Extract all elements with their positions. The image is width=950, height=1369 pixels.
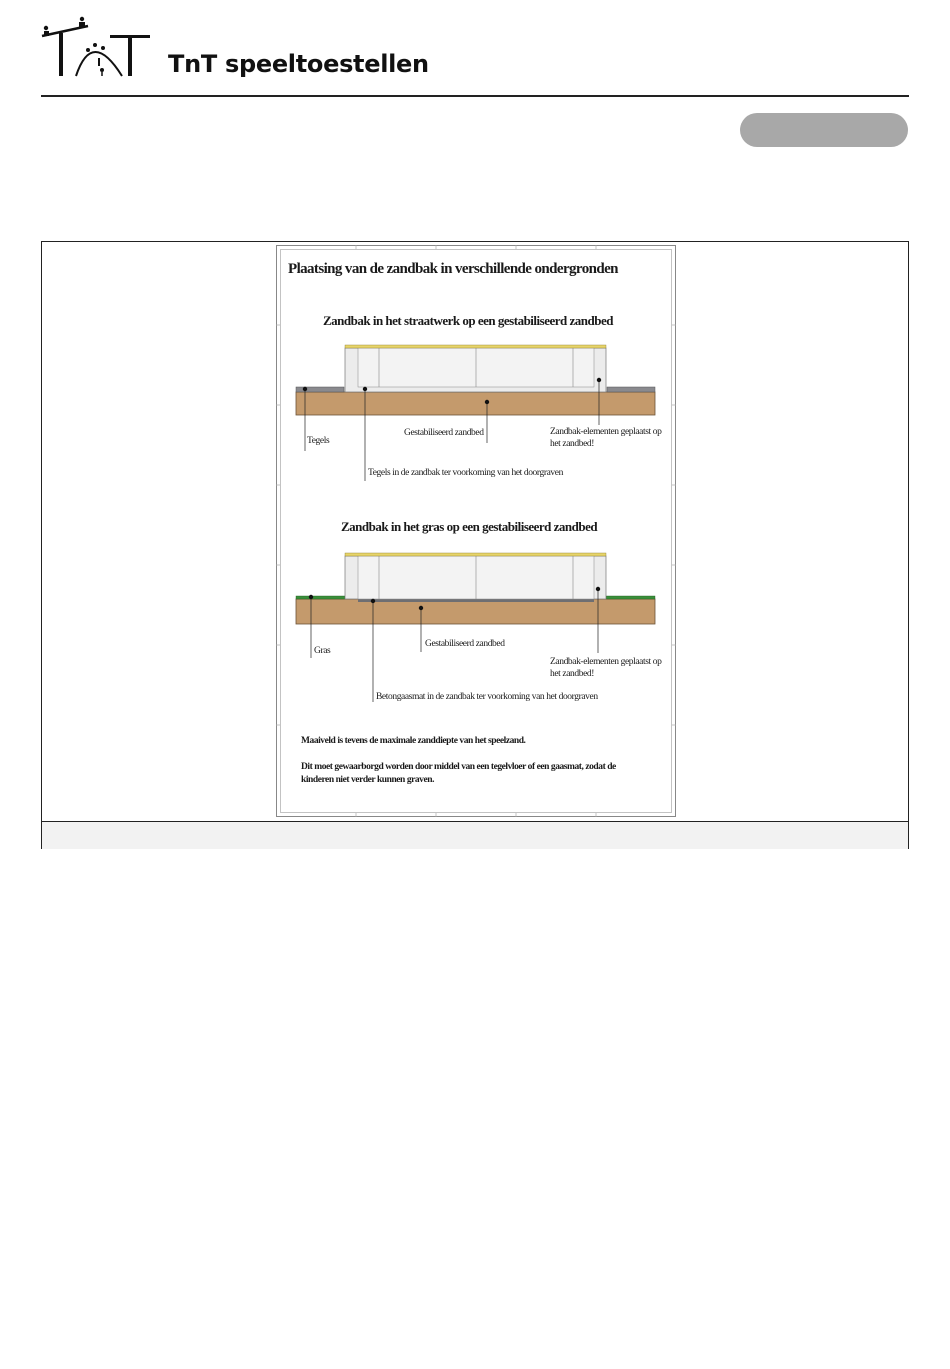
drawing-sheet: [276, 245, 676, 817]
section1-heading: Zandbak in het straatwerk op een gestabiliseerd zandbed: [323, 313, 613, 328]
note-maaiveld: Maaiveld is tevens de maximale zanddiepte van het speelzand.: [301, 736, 526, 746]
label-zandbed-2: Gestabiliseerd zandbed: [425, 639, 505, 649]
note-gewaarborgd: Dit moet gewaarborgd worden door middel van een tegelvloer of een gaasmat, zodat de kinderen niet verder kunnen graven.: [301, 762, 616, 785]
frame-footer: [42, 821, 908, 849]
tnt-logo-icon: [40, 14, 156, 80]
label-gaasmat: Betongaasmat in de zandbak ter voorkoming van het doorgraven: [376, 692, 598, 702]
label-tegels: Tegels: [307, 436, 330, 446]
sheet-title: Plaatsing van de zandbak in verschillende ondergronden: [288, 261, 618, 277]
section2-heading: Zandbak in het gras op een gestabiliseerd zandbed: [341, 519, 598, 534]
label-elementen-1: Zandbak-elementen geplaatst op het zandbed!: [550, 427, 662, 449]
label-elementen-2: Zandbak-elementen geplaatst op het zandbed!: [550, 657, 662, 679]
drawing-frame: [41, 241, 909, 849]
label-gras: Gras: [314, 646, 331, 656]
page-header: [0, 0, 950, 100]
header-badge: [740, 113, 908, 147]
label-zandbed-1: Gestabiliseerd zandbed: [404, 428, 484, 438]
header-rule: [41, 95, 909, 97]
label-tegels-zandbak: Tegels in de zandbak ter voorkoming van het doorgraven: [368, 468, 563, 478]
brand-name: TnT speeltoestellen: [168, 50, 429, 78]
